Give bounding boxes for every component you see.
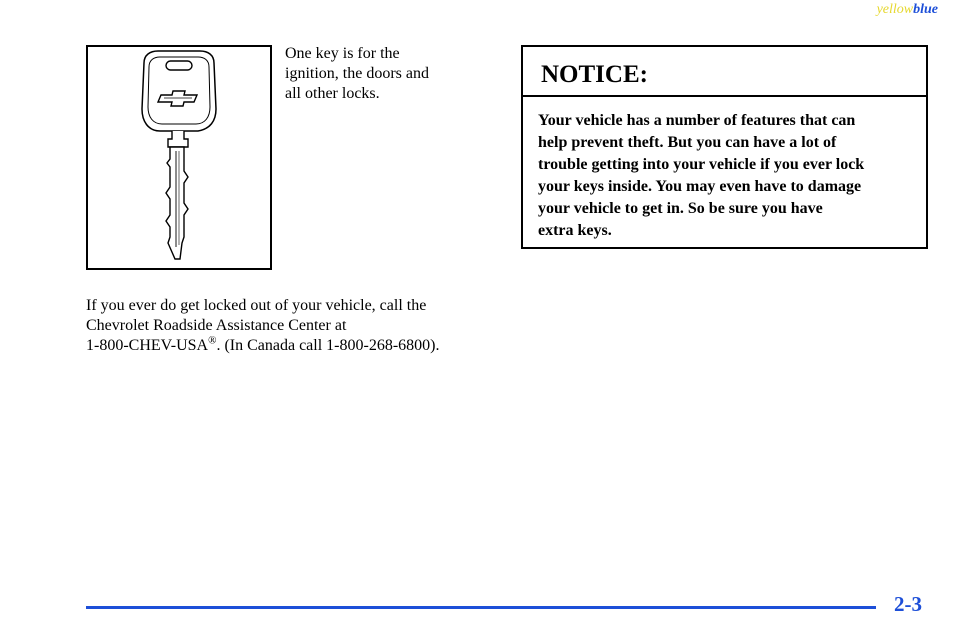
key-ring-hole (166, 61, 192, 70)
color-registration-mark (877, 2, 938, 18)
key-illustration-frame (86, 45, 272, 270)
notice-title: NOTICE: (523, 47, 926, 97)
registered-mark: ® (208, 334, 217, 347)
page-number: 2-3 (894, 592, 922, 616)
notice-line: extra keys. (538, 222, 612, 239)
ignition-key-illustration (88, 47, 270, 268)
roadside-phone-number: 1-800-CHEV-USA (86, 337, 209, 354)
canada-phone-text: . (In Canada call 1-800-268-6800). (216, 337, 440, 354)
key-shoulder (168, 131, 188, 147)
notice-line: help prevent theft. But you can have a lot of (538, 134, 837, 151)
registration-blue-label: blue (913, 2, 938, 17)
notice-line: your vehicle to get in. So be sure you have (538, 200, 823, 217)
lockout-line-3 (86, 336, 516, 356)
key-blade (166, 147, 188, 259)
lockout-line-1: If you ever do get locked out of your vehicle, call the (86, 297, 427, 314)
lockout-paragraph (86, 296, 516, 356)
notice-line: trouble getting into your vehicle if you ever lock (538, 156, 865, 173)
registration-yellow-label: yellow (876, 2, 914, 17)
notice-line: your keys inside. You may even have to damage (538, 178, 862, 195)
footer-rule (86, 606, 876, 609)
notice-box (521, 45, 928, 249)
notice-line: Your vehicle has a number of features that can (538, 112, 856, 129)
lockout-line-2: Chevrolet Roadside Assistance Center at (86, 317, 347, 334)
notice-body (523, 97, 926, 242)
key-caption: One key is for the ignition, the doors and all other locks. (285, 45, 429, 102)
